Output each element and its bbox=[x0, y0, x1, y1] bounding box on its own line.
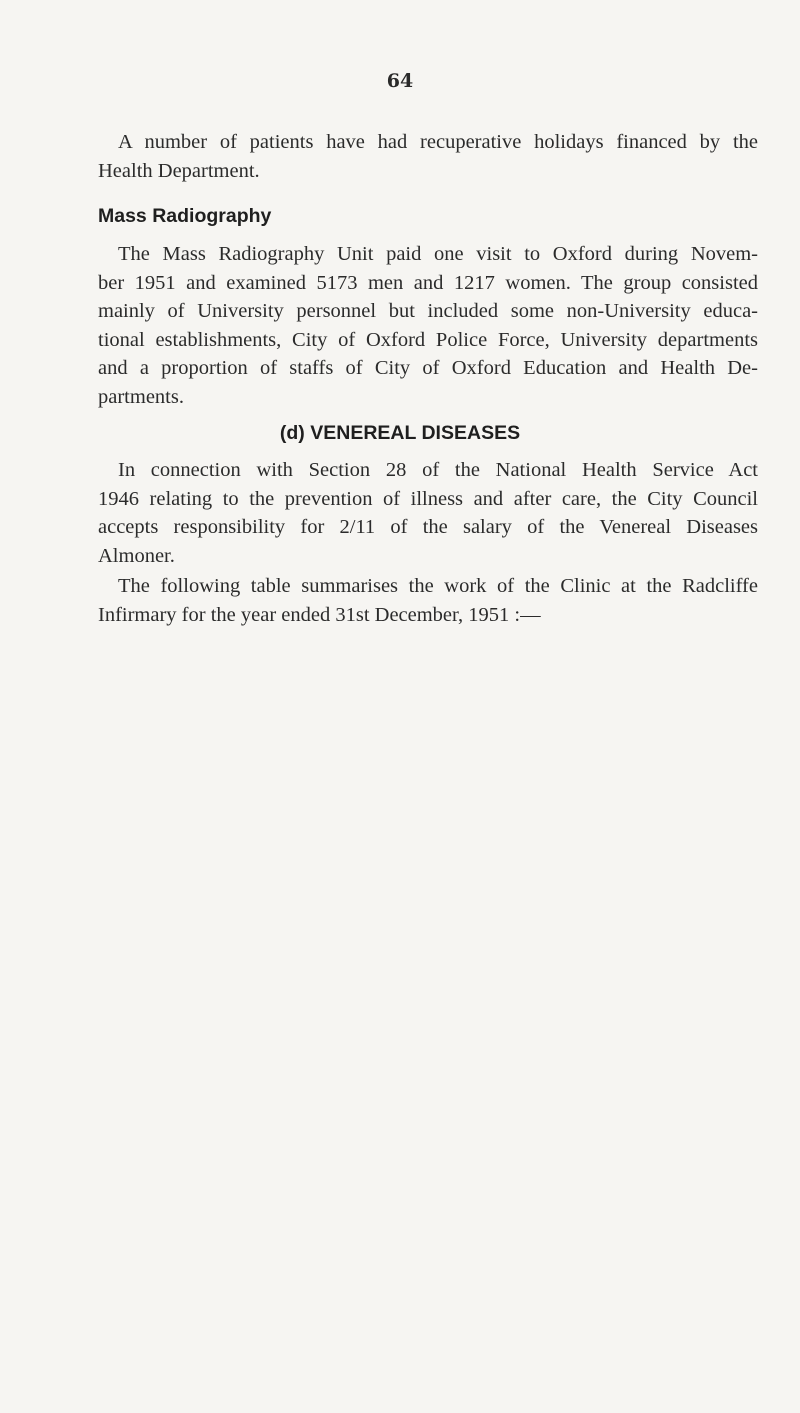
text-line: partments. bbox=[98, 385, 184, 408]
text-line: Health Department. bbox=[98, 159, 260, 182]
text-line: A number of patients have had recuperative holidays financed by the bbox=[118, 131, 758, 153]
text-line: ber 1951 and examined 5173 men and 1217 women. The group consisted bbox=[98, 271, 758, 294]
text-line: tional establishments, City of Oxford Police Force, University departments bbox=[98, 328, 758, 351]
text-line: The following table summarises the work of the Clinic at the Radcliffe bbox=[118, 575, 758, 597]
text-line: accepts responsibility for 2/11 of the salary of the Venereal Diseases bbox=[98, 516, 758, 538]
text-line: In connection with Section 28 of the National Health Service Act bbox=[118, 459, 758, 481]
section-heading-venereal-diseases: (d) VENEREAL DISEASES bbox=[279, 422, 521, 444]
text-line: and a proportion of staffs of City of Oxford Education and Health De- bbox=[98, 357, 758, 379]
section-heading-mass-radiography: Mass Radiography bbox=[98, 205, 272, 227]
text-line: Almoner. bbox=[98, 544, 175, 567]
intro-paragraph bbox=[98, 128, 758, 185]
mass-radiography-paragraph bbox=[98, 240, 758, 411]
page-number: 64 bbox=[386, 70, 414, 92]
text-line: The Mass Radiography Unit paid one visit to Oxford during Novem- bbox=[118, 243, 758, 265]
venereal-diseases-paragraph-2 bbox=[98, 572, 758, 629]
text-line: 1946 relating to the prevention of illness and after care, the City Council bbox=[98, 487, 758, 510]
venereal-diseases-paragraph-1 bbox=[98, 456, 758, 570]
text-line: mainly of University personnel but included some non-University educa- bbox=[98, 300, 758, 322]
text-line: Infirmary for the year ended 31st December, 1951 :— bbox=[98, 603, 541, 626]
